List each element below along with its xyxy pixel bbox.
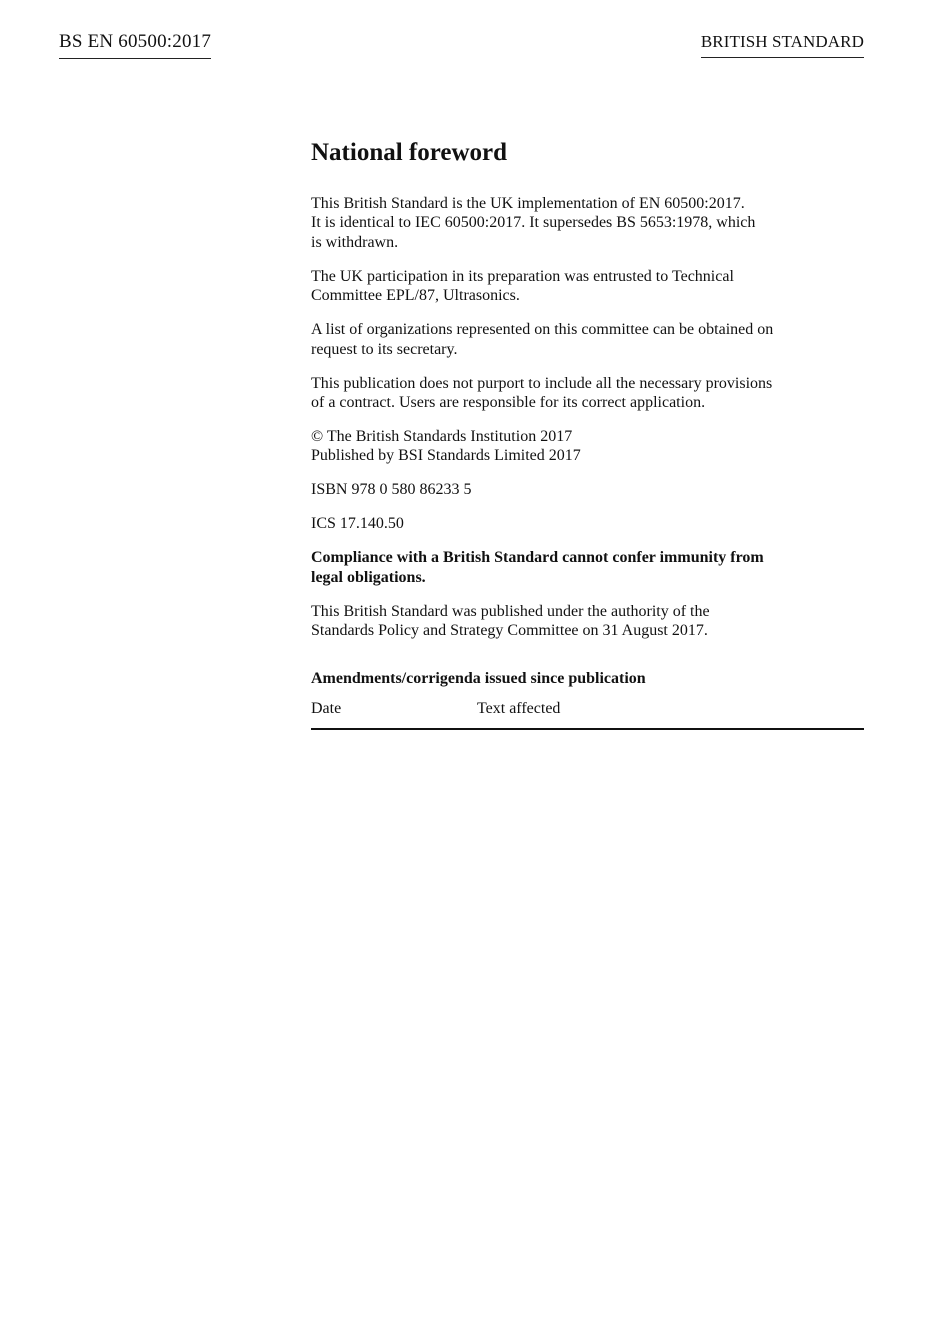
compliance-line-2: legal obligations. [311, 568, 426, 586]
authority-line-1: This British Standard was published under the authority of the [311, 602, 710, 620]
participation-line-1: The UK participation in its preparation was entrusted to Technical [311, 267, 734, 285]
isbn-text: ISBN 978 0 580 86233 5 [311, 481, 472, 499]
publisher-line: Published by BSI Standards Limited 2017 [311, 447, 581, 465]
date-column-header: Date [311, 699, 342, 717]
page-title: National foreword [311, 139, 508, 166]
participation-line-2: Committee EPL/87, Ultrasonics. [311, 287, 520, 305]
ics-text: ICS 17.140.50 [311, 515, 404, 533]
national-foreword-section [311, 136, 864, 730]
implementation-line-1: This British Standard is the UK implementation of EN 60500:2017. [311, 195, 745, 212]
copyright-line: © The British Standards Institution 2017 [311, 428, 573, 446]
implementation-line-2: It is identical to IEC 60500:2017. It supersedes BS 5653:1978, which [311, 214, 756, 232]
disclaimer-line-2: of a contract. Users are responsible for its correct application. [311, 394, 706, 412]
compliance-notice [311, 548, 864, 587]
document-number: BS EN 60500:2017 [59, 30, 211, 59]
authority-line-2: Standards Policy and Strategy Committee on 31 August 2017. [311, 622, 708, 640]
copyright-paragraph [311, 427, 864, 466]
authority-paragraph [311, 602, 864, 641]
implementation-paragraph [311, 194, 864, 252]
series-label: BRITISH STANDARD [701, 31, 864, 58]
organizations-paragraph [311, 320, 864, 359]
disclaimer-paragraph [311, 374, 864, 413]
amendments-heading: Amendments/corrigenda issued since publication [311, 669, 646, 687]
text-affected-column-header: Text affected [477, 699, 561, 717]
organizations-line-2: request to its secretary. [311, 340, 458, 358]
implementation-line-3: is withdrawn. [311, 233, 399, 251]
organizations-line-1: A list of organizations represented on this committee can be obtained on [311, 321, 774, 339]
disclaimer-line-1: This publication does not purport to include all the necessary provisions [311, 374, 773, 392]
compliance-line-1: Compliance with a British Standard cannot confer immunity from [311, 549, 764, 567]
participation-paragraph [311, 267, 864, 306]
amendments-table [311, 699, 864, 730]
